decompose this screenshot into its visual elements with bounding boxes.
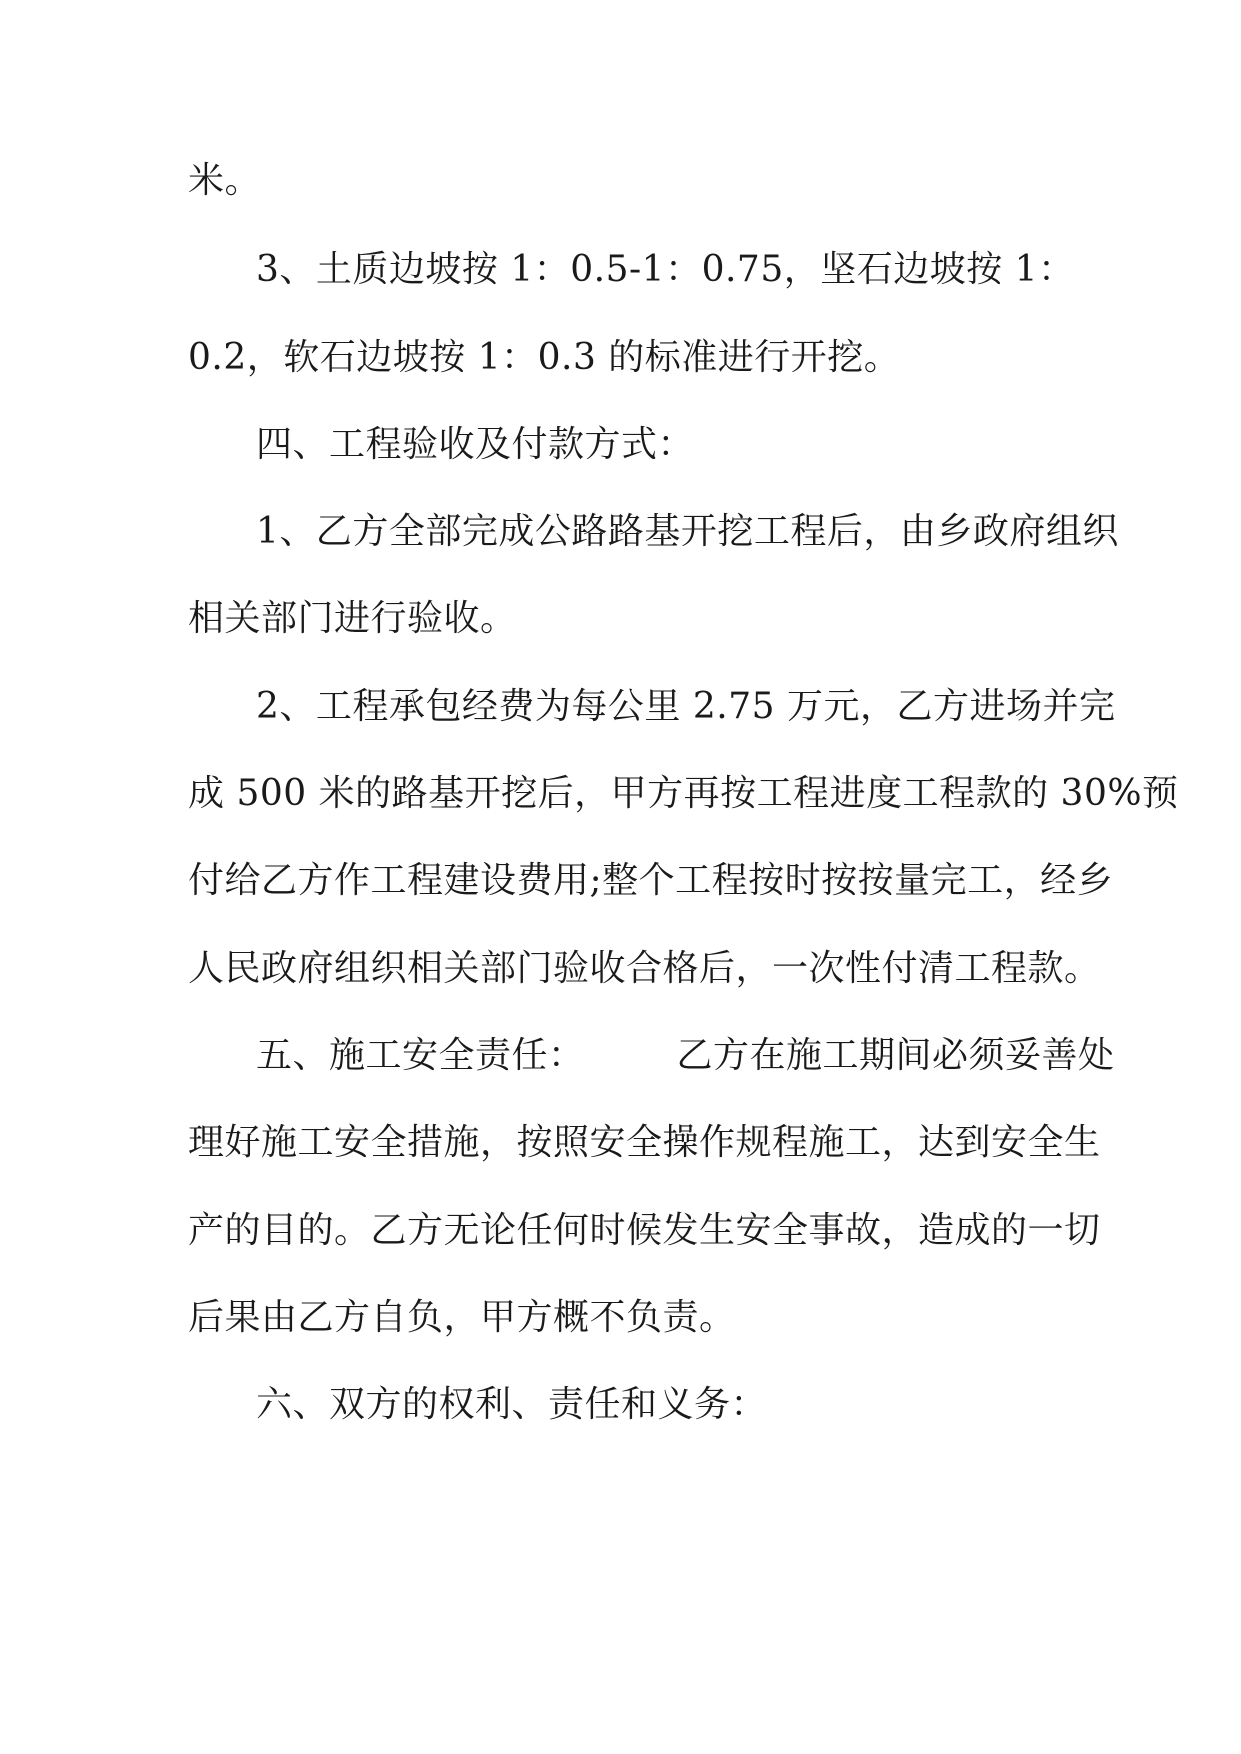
text-line: 产的目的。乙方无论任何时候发生安全事故，造成的一切 — [188, 1210, 1101, 1251]
section-heading: 六、双方的权利、责任和义务： — [256, 1384, 768, 1425]
text-line: 人民政府组织相关部门验收合格后，一次性付清工程款。 — [188, 948, 1101, 989]
text-line: 成 500 米的路基开挖后，甲方再按工程进度工程款的 30%预 — [188, 773, 1179, 814]
text-line: 1、乙方全部完成公路路基开挖工程后，由乡政府组织 — [256, 511, 1119, 552]
text-line: 理好施工安全措施，按照安全操作规程施工，达到安全生 — [188, 1122, 1101, 1163]
text-line: 相关部门进行验收。 — [188, 598, 517, 639]
section-heading: 四、工程验收及付款方式： — [256, 424, 695, 465]
text-segment: 乙方在施工期间必须妥善处 — [676, 1035, 1115, 1076]
section-heading: 五、施工安全责任： — [256, 1035, 585, 1076]
text-line: 付给乙方作工程建设费用;整个工程按时按按量完工，经乡 — [188, 860, 1114, 901]
text-line: 3、土质边坡按 1：0.5-1：0.75，坚石边坡按 1： — [256, 249, 1075, 290]
text-line: 后果由乙方自负，甲方概不负责。 — [188, 1297, 736, 1338]
text-line: 米。 — [188, 160, 262, 201]
section-heading-line — [256, 1031, 1136, 1081]
text-line: 2、工程承包经费为每公里 2.75 万元，乙方进场并完 — [256, 686, 1116, 727]
text-line: 0.2，软石边坡按 1：0.3 的标准进行开挖。 — [188, 337, 901, 378]
